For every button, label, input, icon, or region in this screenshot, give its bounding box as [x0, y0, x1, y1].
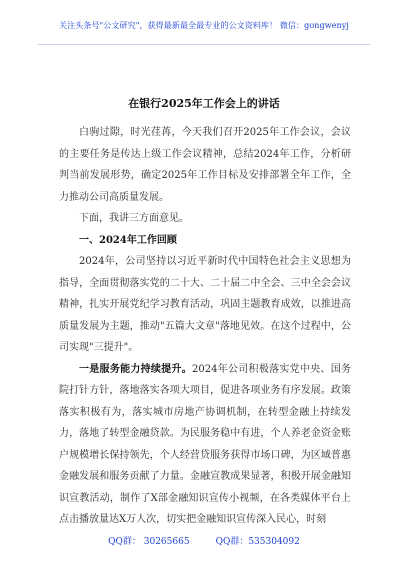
header-divider — [38, 44, 370, 45]
transition-paragraph: 下面，我讲三方面意见。 — [79, 213, 189, 224]
document-body — [59, 122, 351, 531]
footer-qq-group-2: QQ群：535304092 — [215, 537, 300, 547]
point1-paragraph — [59, 359, 351, 531]
point1-lead: 一是服务能力持续提升。 — [79, 363, 193, 375]
header-promo-text: 关注头条号"公文研究"，获得最新最全最专业的公文资料库！ 微信：gongwenyj — [59, 21, 349, 30]
point1-body: 2024年公司积极落实党中央、国务院打针方针，落地落实各项大项目，促进各项业务有序发展。政策落实积极有为，落实城市房地产协调机制，在转型金融上持续发力，落地了转型金融贷款。为民服务稳中有进，个人养老金资金账户规模增长保持领先，个人经营贷服务获得市场口碑，为区域普惠金融发展和服务贡献了力量。金融宣教成果显著，积极开展金融知识宣教活动，制作了X部金融知识宣传小视频，在各类媒体平台上点击播放量达X万人次，切实把金融知识宣传深入民心，时刻 — [59, 363, 352, 525]
review-paragraph: 2024年，公司坚持以习近平新时代中国特色社会主义思想为指导，全面贯彻落实党的二十大、二十届二中全会、三中全会会议精神，扎实开展党纪学习教育活动，巩固主题教育成效，以推进高质量发展为主题，推动"五篇大文章"落地见效。在这个过程中，公司实现"三提升"。 — [59, 256, 351, 353]
intro-paragraph: 白驹过隙，时光荏苒，今天我们召开2025年工作会议，会议的主要任务是传达上级工作会议精神，总结2024年工作，分析研判当前发展形势，确定2025年工作目标及安排部署全年工作，全力推动公司高质量发展。 — [59, 127, 351, 203]
section-heading: 一、2024年工作回顾 — [79, 234, 177, 246]
footer-contact — [0, 534, 408, 547]
footer-qq-group-1: QQ群： 30265665 — [108, 537, 190, 547]
document-title: 在银行2025年工作会上的讲话 — [128, 97, 280, 110]
